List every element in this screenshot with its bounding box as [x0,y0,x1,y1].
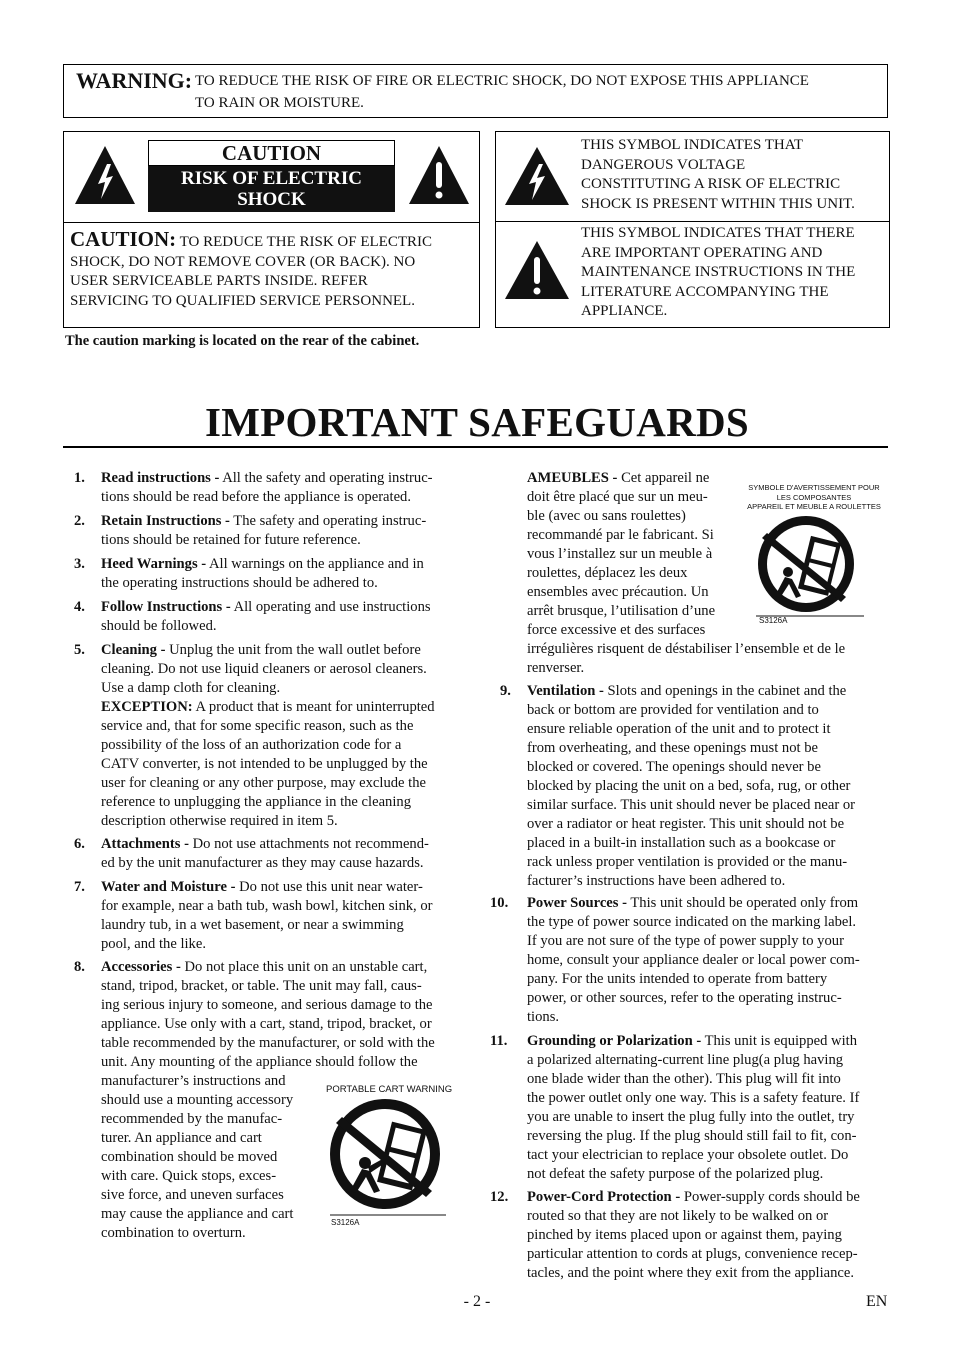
risk-line-2: DO NOT OPEN [205,210,338,231]
symbol-text-line: MAINTENANCE INSTRUCTIONS IN THE [581,264,856,280]
item-text: recommandé par le fabricant. Si [527,527,714,543]
item-number: 1. [74,470,85,486]
item-text: All the safety and operating instruc- [219,470,433,486]
cart-tipover-icon [754,512,866,620]
item-text: may cause the appliance and cart [101,1206,294,1222]
item-text: particular attention to cords at plugs, convenience recep- [527,1246,858,1262]
item-text: A product that is meant for uninterrupted [192,699,435,715]
item-text: back or bottom are provided for ventilation and to [527,702,819,718]
item-text: blocked by placing the unit on a bed, sofa, rug, or other [527,778,851,794]
item-text: Cet appareil ne [617,470,710,486]
caution-text-line: SHOCK, DO NOT REMOVE COVER (OR BACK). NO [70,253,416,270]
item-text: Use a damp cloth for cleaning. [101,680,281,696]
item-text: ing serious injury to someone, and serious damage to the [101,997,433,1013]
item-text: tions should be read before the appliance is operated. [101,489,412,505]
item-text: for example, near a bath tub, wash bowl, kitchen sink, or [101,898,433,914]
item-text: recommended by the manufac- [101,1111,283,1127]
symbol-text-line: DANGEROUS VOLTAGE [581,156,746,173]
item-text: ensure reliable operation of the unit and to protect it [527,721,831,737]
item-text: All warnings on the appliance and in [206,556,424,572]
item-number: 2. [74,513,85,529]
item-number: 7. [74,879,85,895]
item-text: should use a mounting accessory [101,1092,294,1108]
symbol-code: S3126A [759,616,788,625]
item-text: This unit should be operated only from [626,895,859,911]
item-text: you are unable to insert the plug fully into the outlet, try [527,1109,855,1125]
item-number: 12. [490,1189,509,1205]
item-text: roulettes, déplacez les deux [527,565,688,581]
item-number: 4. [74,599,85,615]
item-text: the type of power source indicated on the marking label. [527,914,857,930]
item-text: force excessive et des surfaces [527,622,706,638]
cart-tipover-icon [328,1093,448,1218]
item-text: tions. [527,1009,560,1025]
item-text: turer. An appliance and cart [101,1130,262,1146]
item-text: one blade wider than the other). This plug will fit into [527,1071,841,1087]
page-number: - 2 - [463,1293,491,1310]
left-column [0,0,480,1290]
symbol-text-line: LITERATURE ACCOMPANYING THE [581,283,829,300]
item-text: placed in a built-in installation such as a bookcase or [527,835,836,851]
item-text: the operating instructions should be adhered to. [101,575,378,591]
item-heading: Power-Cord Protection - [527,1189,681,1205]
symbol-label-line: APPAREIL ET MEUBLE A ROULETTES [747,502,881,511]
item-text: tions should be retained for future reference. [101,532,361,548]
item-text: CATV converter, is not intended to be unplugged by the [101,756,428,772]
item-heading: Grounding or Polarization - [527,1033,702,1049]
item-text: appliance. Use only with a cart, stand, tripod, bracket, or [101,1016,432,1032]
caution-text-heading: CAUTION: [70,227,177,251]
item-heading: Cleaning - [101,642,166,658]
item-text: pinched by items placed upon or against them, paying [527,1227,842,1243]
item-text: If you are not sure of the type of power supply to your [527,933,844,949]
item-text: Do not use this unit near water- [235,879,423,895]
item-text: rack unless proper ventilation is provided or the manu- [527,854,848,870]
item-text: stand, tripod, bracket, or table. The unit may fall, caus- [101,978,422,994]
language-code: EN [866,1293,888,1310]
item-text: service and, that for some specific reason, such as the [101,718,414,734]
item-text: over a radiator or heat register. This unit should not be [527,816,845,832]
right-column [480,0,954,1290]
item-text: manufacturer’s instructions and [101,1073,286,1089]
item-text: ble (avec ou sans roulettes) [527,508,686,524]
item-text: from overheating, and these openings must not be [527,740,818,756]
symbol-label-line: LES COMPOSANTES [776,492,852,502]
item-text: combination to overturn. [101,1225,246,1241]
caution-text-line: SERVICING TO QUALIFIED SERVICE PERSONNEL. [70,292,415,309]
item-text: tacles, and the point where they exit from the appliance. [527,1265,855,1281]
warning-text-line-1: TO REDUCE THE RISK OF FIRE OR ELECTRIC SHOCK, DO NOT EXPOSE THIS APPLIANCE [195,73,809,89]
symbol-text-line: THIS SYMBOL INDICATES THAT [581,137,804,153]
item-number: 8. [74,959,85,975]
item-text: Slots and openings in the cabinet and the [603,683,847,699]
item-heading: Accessories - [101,959,181,975]
item-number: 10. [490,895,509,911]
item-text: ed by the unit manufacturer as they may cause hazards. [101,855,424,871]
item-heading: Ventilation - [527,683,604,699]
item-text: a polarized alternating-current line plug(a plug having [527,1052,844,1068]
item-text: Power-supply cords should be [680,1189,860,1205]
symbol-text-line: SHOCK IS PRESENT WITHIN THIS UNIT. [581,195,855,212]
item-text: reversing the plug. If the plug should still fail to fit, con- [527,1128,857,1144]
item-text: This unit is equipped with [701,1033,858,1049]
item-text: blocked or covered. The openings should never be [527,759,821,775]
item-text: irrégulières risquent de déstabiliser l’ensemble et de le [527,641,846,657]
item-text: combination should be moved [101,1149,278,1165]
exception-heading: EXCEPTION: [101,699,193,715]
item-heading: Retain Instructions - [101,513,230,529]
item-text: similar surface. This unit should never be placed near or [527,797,855,813]
item-number: 9. [500,683,511,699]
item-text: reference to unplugging the appliance in the cleaning [101,794,411,810]
item-text: description otherwise required in item 5. [101,813,338,829]
item-text: facturer’s instructions have been adhered to. [527,873,786,889]
item-text: unit. Any mounting of the appliance should follow the [101,1054,418,1070]
warning-heading: WARNING: [76,68,193,93]
caution-text-line: TO REDUCE THE RISK OF ELECTRIC [176,234,433,250]
item-text: sive force, and uneven surfaces [101,1187,284,1203]
item-heading: Water and Moisture - [101,879,236,895]
warning-text-line-2: TO RAIN OR MOISTURE. [195,95,364,111]
symbol-label-line: SYMBOLE D'AVERTISSEMENT POUR [748,483,880,492]
item-number: 3. [74,556,85,572]
symbol-text-line: CONSTITUTING A RISK OF ELECTRIC [581,176,841,192]
item-number: 5. [74,642,85,658]
item-text: renverser. [527,660,585,676]
item-text: cleaning. Do not use liquid cleaners or aerosol cleaners. [101,661,427,677]
item-text: should be followed. [101,618,217,634]
item-text: Do not place this unit on an unstable cart, [180,959,428,975]
symbol-text-line: THIS SYMBOL INDICATES THAT THERE [581,225,855,241]
item-text: The safety and operating instruc- [229,513,427,529]
item-text: vous l’installez sur un meuble à [527,546,713,562]
cart-warning-label: PORTABLE CART WARNING [326,1084,453,1095]
symbol-text-line: ARE IMPORTANT OPERATING AND [581,244,823,261]
item-heading: Read instructions - [101,470,220,486]
item-text: possibility of the loss of an authorization code for a [101,737,402,753]
item-heading: AMEUBLES - [527,470,618,486]
page-title: IMPORTANT SAFEGUARDS [204,399,750,445]
item-text: Do not use attachments not recommend- [188,836,429,852]
item-text: pany. For the units intended to operate from battery [527,971,828,987]
item-text: Unplug the unit from the wall outlet before [165,642,421,658]
item-text: arrêt brusque, l’utilisation d’une [527,603,716,619]
item-text: laundry tub, in a wet basement, or near a swimming [101,917,404,933]
symbol-text-line: APPLIANCE. [581,303,668,319]
item-number: 11. [490,1033,508,1049]
item-text: table recommended by the manufacturer, or sold with the [101,1035,435,1051]
item-number: 6. [74,836,85,852]
caution-title: CAUTION [148,140,395,166]
item-text: routed so that they are not likely to be walked on or [527,1208,829,1224]
cart-code: S3126A [331,1218,360,1227]
item-text: All operating and use instructions [230,599,431,615]
item-text: home, consult your appliance dealer or local power com- [527,952,860,968]
item-text: pool, and the like. [101,936,206,952]
item-text: with care. Quick stops, exces- [101,1168,277,1184]
caution-text-line: USER SERVICEABLE PARTS INSIDE. REFER [70,273,368,289]
item-text: tact your electrician to replace your obsolete outlet. Do [527,1147,849,1163]
item-text: not defeat the safety purpose of the polarized plug. [527,1166,824,1182]
item-text: the power outlet only one way. This is a safety feature. If [527,1090,860,1106]
item-heading: Heed Warnings - [101,556,207,572]
caution-marking-note: The caution marking is located on the rear of the cabinet. [65,333,420,349]
item-text: doit être placé que sur un meu- [527,489,708,505]
item-heading: Attachments - [101,836,189,852]
french-symbol-label [734,483,894,512]
item-heading: Power Sources - [527,895,627,911]
risk-line-1: RISK OF ELECTRIC SHOCK [181,168,362,210]
item-heading: Follow Instructions - [101,599,231,615]
item-text: power, or other sources, refer to the operating instruc- [527,990,842,1006]
item-text: ensembles avec précaution. Un [527,584,709,600]
item-text: user for cleaning or any other purpose, may exclude the [101,775,426,791]
